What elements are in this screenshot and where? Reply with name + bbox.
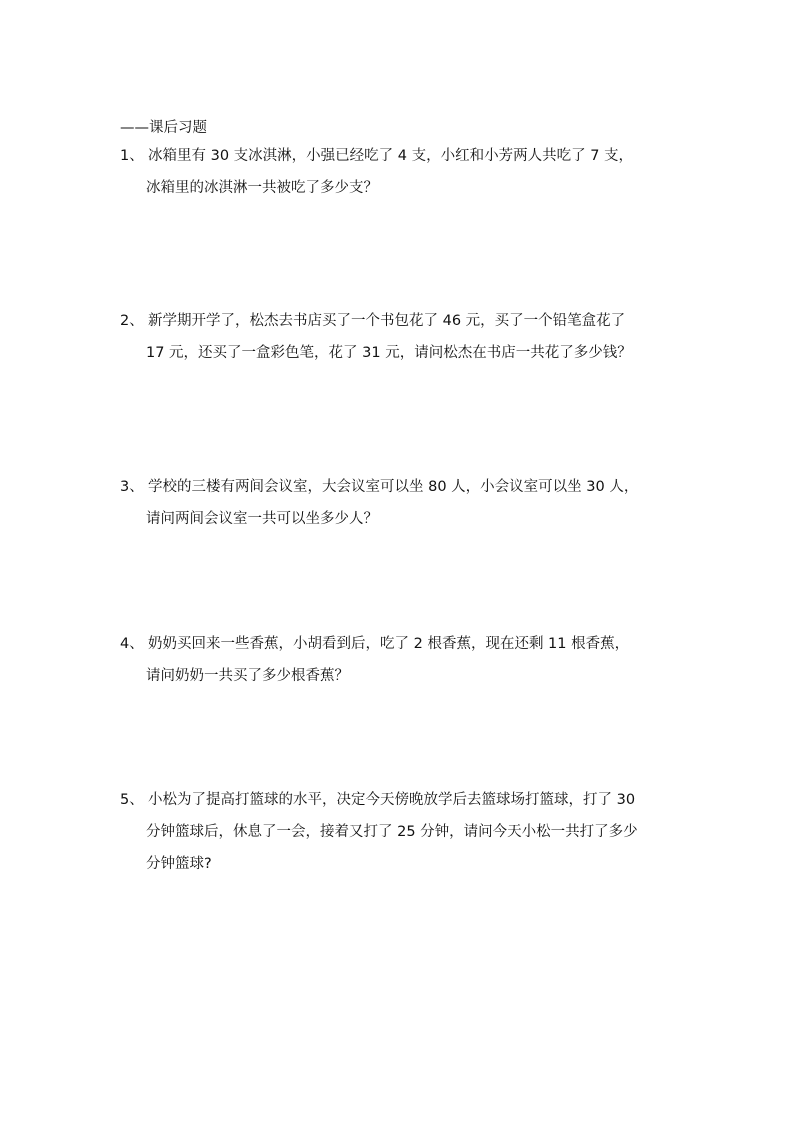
question-text-line: 学校的三楼有两间会议室，大会议室可以坐 80 人，小会议室可以坐 30 人， bbox=[148, 479, 639, 495]
question-text-line: 分钟篮球? bbox=[146, 856, 212, 872]
question-number: 2、 bbox=[120, 313, 144, 329]
question-number: 3、 bbox=[120, 479, 144, 495]
question-text-line: 新学期开学了，松杰去书店买了一个书包花了 46 元，买了一个铅笔盒花了 bbox=[148, 313, 626, 329]
question-text-line: 请问两间会议室一共可以坐多少人？ bbox=[146, 511, 378, 527]
question-text-line: 分钟篮球后，休息了一会，接着又打了 25 分钟，请问今天小松一共打了多少 bbox=[146, 824, 638, 840]
question-text-line: 冰箱里有 30 支冰淇淋，小强已经吃了 4 支，小红和小芳两人共吃了 7 支， bbox=[148, 148, 634, 164]
question-number: 5、 bbox=[120, 792, 144, 808]
question-number: 4、 bbox=[120, 636, 144, 652]
question-number: 1、 bbox=[120, 148, 144, 164]
section-heading: ——课后习题 bbox=[120, 120, 207, 136]
question-text-line: 17 元，还买了一盒彩色笔，花了 31 元，请问松杰在书店一共花了多少钱？ bbox=[146, 345, 632, 361]
question-text-line: 奶奶买回来一些香蕉，小胡看到后，吃了 2 根香蕉，现在还剩 11 根香蕉， bbox=[148, 636, 630, 652]
question-text-line: 请问奶奶一共买了多少根香蕉？ bbox=[146, 668, 349, 684]
question-text-line: 小松为了提高打篮球的水平，决定今天傍晚放学后去篮球场打篮球，打了 30 bbox=[148, 792, 636, 808]
question-text-line: 冰箱里的冰淇淋一共被吃了多少支？ bbox=[146, 180, 378, 196]
